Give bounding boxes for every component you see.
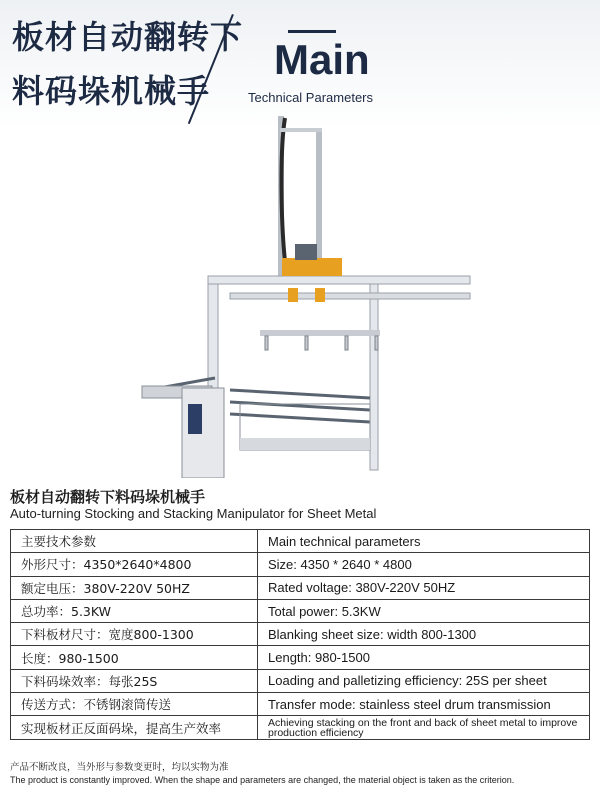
main-accent-bar [288, 30, 336, 33]
spec-cn-cell: 长度：980-1500 [11, 646, 258, 669]
spec-en-cell: Rated voltage: 380V-220V 50HZ [258, 576, 590, 599]
spec-en-cell: Length: 980-1500 [258, 646, 590, 669]
spec-en-cell: Size: 4350 * 2640 * 4800 [258, 553, 590, 576]
footnote-cn: 产品不断改良，当外形与参数变更时，均以实物为准 [10, 762, 229, 773]
table-row [11, 716, 590, 739]
spec-cn-cell: 传送方式：不锈钢滚筒传送 [11, 693, 258, 716]
table-row [11, 530, 590, 553]
spec-cn-cell: 下料板材尺寸：宽度800-1300 [11, 623, 258, 646]
table-row [11, 553, 590, 576]
spec-en-cell: Loading and palletizing efficiency: 25S per sheet [258, 669, 590, 692]
table-row [11, 646, 590, 669]
spec-table [10, 529, 590, 740]
spec-en-cell: Transfer mode: stainless steel drum transmission [258, 693, 590, 716]
main-heading: Main [274, 36, 370, 83]
manipulator-machine-image [130, 108, 480, 478]
spec-cn-cell: 实现板材正反面码垛，提高生产效率 [11, 716, 258, 739]
table-row [11, 669, 590, 692]
table-row [11, 693, 590, 716]
table-row [11, 623, 590, 646]
spec-cn-cell: 总功率：5.3KW [11, 599, 258, 622]
spec-cn-cell: 下料码垛效率：每张25S [11, 669, 258, 692]
table-row [11, 599, 590, 622]
table-row [11, 576, 590, 599]
main-subheading: Technical Parameters [248, 90, 373, 105]
spec-cn-cell: 额定电压：380V-220V 50HZ [11, 576, 258, 599]
spec-cn-cell: 外形尺寸：4350*2640*4800 [11, 553, 258, 576]
title-cn-line1: 板材自动翻转下 [12, 18, 244, 56]
caption-cn: 板材自动翻转下料码垛机械手 [10, 488, 206, 506]
caption-en: Auto-turning Stocking and Stacking Manipulator for Sheet Metal [10, 506, 377, 521]
title-cn-line2: 料码垛机械手 [12, 72, 211, 110]
spec-en-cell: Achieving stacking on the front and back of sheet metal to improve production efficiency [258, 716, 590, 739]
spec-cn-cell: 主要技术参数 [11, 530, 258, 553]
spec-en-cell: Main technical parameters [258, 530, 590, 553]
footnote-en: The product is constantly improved. When the shape and parameters are changed, the material object is taken as the criterion. [10, 775, 515, 785]
spec-en-cell: Total power: 5.3KW [258, 599, 590, 622]
spec-en-cell: Blanking sheet size: width 800-1300 [258, 623, 590, 646]
